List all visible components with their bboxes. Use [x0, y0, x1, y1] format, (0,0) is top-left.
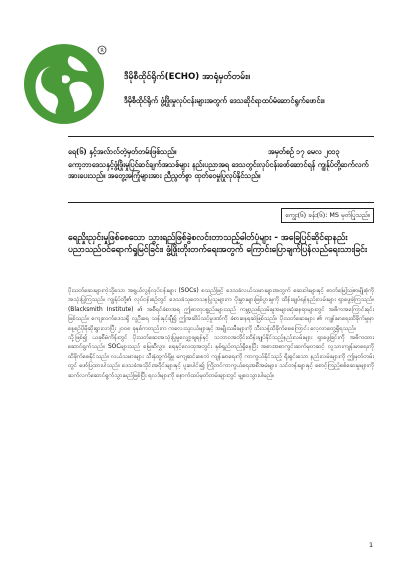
article-headline: ရေညှိုးညှင်းမှုဖြစ်စေသော သွားရည်ဖြစ်ခွဲစလင်းတာသည့်ဓါတ်ပုံများ - အခြေပြင်ဆိုင်ရာနည်းပညာသည်ဝင်ရောက်ရှုမြင်ခြင်း၊ ဖွံ့ဖြိုးတိုးတက်ရေးအတွက် ကြောင်းပြောချက်ပြန်လည်ရေးသားခြင်း [68, 233, 368, 255]
echo-globe-logo [18, 38, 110, 130]
body-paragraph: ပိုးသတ်ဆေးများကဲ့သို့သော အရွယ်လွန်လုပ်ငန်းများ (SOCs) စသည်ဖြင့် ဒေသခံလယ်သမားများအတွက် ဆေးဝါးများနှင့် ဓာတ်မြေဩဇာမျိုးစုံကို အသုံးပြုကြသည်။ ကျွန်ုပ်တို့၏ လုပ်ငန်းစဉ်တွင် ဒေသခံသုတေသနပြုသူများက ပိုးမွှားများဖြစ်ပွားမှုကို ထိန်းချုပ်ရန်နည်းလမ်းများ ရှာဖွေခဲ့ကြသည်။ (Blacksmith Institute) ၏ အစီရင်ခံစာအရ ဤဓာတုပစ္စည်းများသည် ကမ္ဘာ့ညစ်ညမ်းမှုအများဆုံးနေရာများတွင် အဓိကအကြောင်းရင်းဖြစ်သည်။ ကျေးလက်ဒေသရှိ လူဦးရေ သန်းနှင့်ချီ၍ ဤအဆိပ်သင့်မှုဒဏ်ကို ခံစားနေရဆဲဖြစ်သည်။ ပိုးသတ်ဆေးများ ၏ ကျန်းမာရေးထိခိုက်မှုမှာ နေ့စဉ်ပိုမိုဆိုးရွားလာပြီး ၂၀၀၈ ခုနှစ်ကတည်းက ကလေးသူငယ်များနှင့် အမျိုးသမီးများကို သီးသန့်ထိခိုက်စေကြောင်း လေ့လာတွေ့ရှိရသည်။ [68, 288, 374, 332]
reference-note-box: ကျွေး(၆) ခန်း(၆): MS မှတ်ပြုသည်။ [281, 208, 374, 223]
page-number: 1 [369, 541, 374, 549]
organization-title: ဒီမိုစီထိုင်ရိုက်(ECHO) အာရုံမှတ်တမ်း။ [124, 72, 250, 82]
divider-top [68, 136, 374, 137]
document-reference: ရေ(၆) နှင့်အလ်ာလ်တဲ့မှတ်တမ်းဖြစ်သည်။ [68, 147, 177, 156]
organization-subtitle: ဒီမိုစီထိုင်ရိုက် ဖွံ့ဖြိုးမှုလုပ်ငန်းများအတွက် ဒေသဆိုင်ရာထပ်မံဆောင်ရွက်ဖောင်း။ [124, 96, 325, 105]
svg-text:R: R [100, 48, 104, 54]
divider-middle [68, 202, 374, 203]
article-body [68, 287, 374, 531]
document-date: အမှတ်စဉ် ၁၇ မေလ ၂၀၁၃ [268, 147, 340, 156]
intro-paragraph: ကော့ဘာဒေသနှင့်ဖွံ့ဖြိုးမှုပြင်ဆင်ချက်အသစ်များ နည်းပညာအရ ဒေသတွင်းလုပ်ငန်းဖော်ဆောင်ရန် ကျွန်ုပ်တို့ဆက်လက်အားပေးသည်။ အတွေ့အကြုံများအား ညီညွတ်စွာ ထုတ်ဝေမှုပြုလုပ်နိုင်သည်။ [68, 160, 369, 180]
body-paragraph: သို့ဖြစ်၍ ယခုစီမံကိန်းတွင် ပိုးသတ်ဆေးအသုံးပြုမှုလျှော့ချရန်နှင့် သဘာဝအတိုင်းထိန်းချုပ်နိုင်သည့်နည်းလမ်းများ ရှာဖွေခြင်းကို အဓိကထားဆောင်ရွက်သည်။ SOCများသည် မြေဆီလွှာ၊ ရေနှင့်လေထုအတွင်း နှစ်ရှည်တည်ရှိနေပြီး အစားအစာကွင်းဆက်မှတဆင့် လူသားကျန်းမာရေးကို ထိခိုက်စေနိုင်သည်။ လယ်သမားများ သီးနှံထွက်ရှိမှု မကျဆင်းစေဘဲ ကျန်းမာရေးကို ကာကွယ်နိုင်သည့် ရိုးရှင်းသော နည်းလမ်းများကို ဤမှတ်တမ်းတွင် ဖော်ပြထားပါသည်။ ဒေသခံအသိုင်းအဝိုင်းများနှင့် ပူးပေါင်း၍ ကြိုတင်ကာကွယ်ရေးအစီအမံများ၊ သင်တန်းများနှင့် စောင့်ကြည့်စစ်ဆေးမှုများကို ဆက်လက်ဆောင်ရွက်သွားမည်ဖြစ်ပြီး ရလဒ်များကို နောက်ထပ်မှတ်တမ်းများတွင် မျှဝေသွားပါမည်။ [68, 335, 374, 379]
